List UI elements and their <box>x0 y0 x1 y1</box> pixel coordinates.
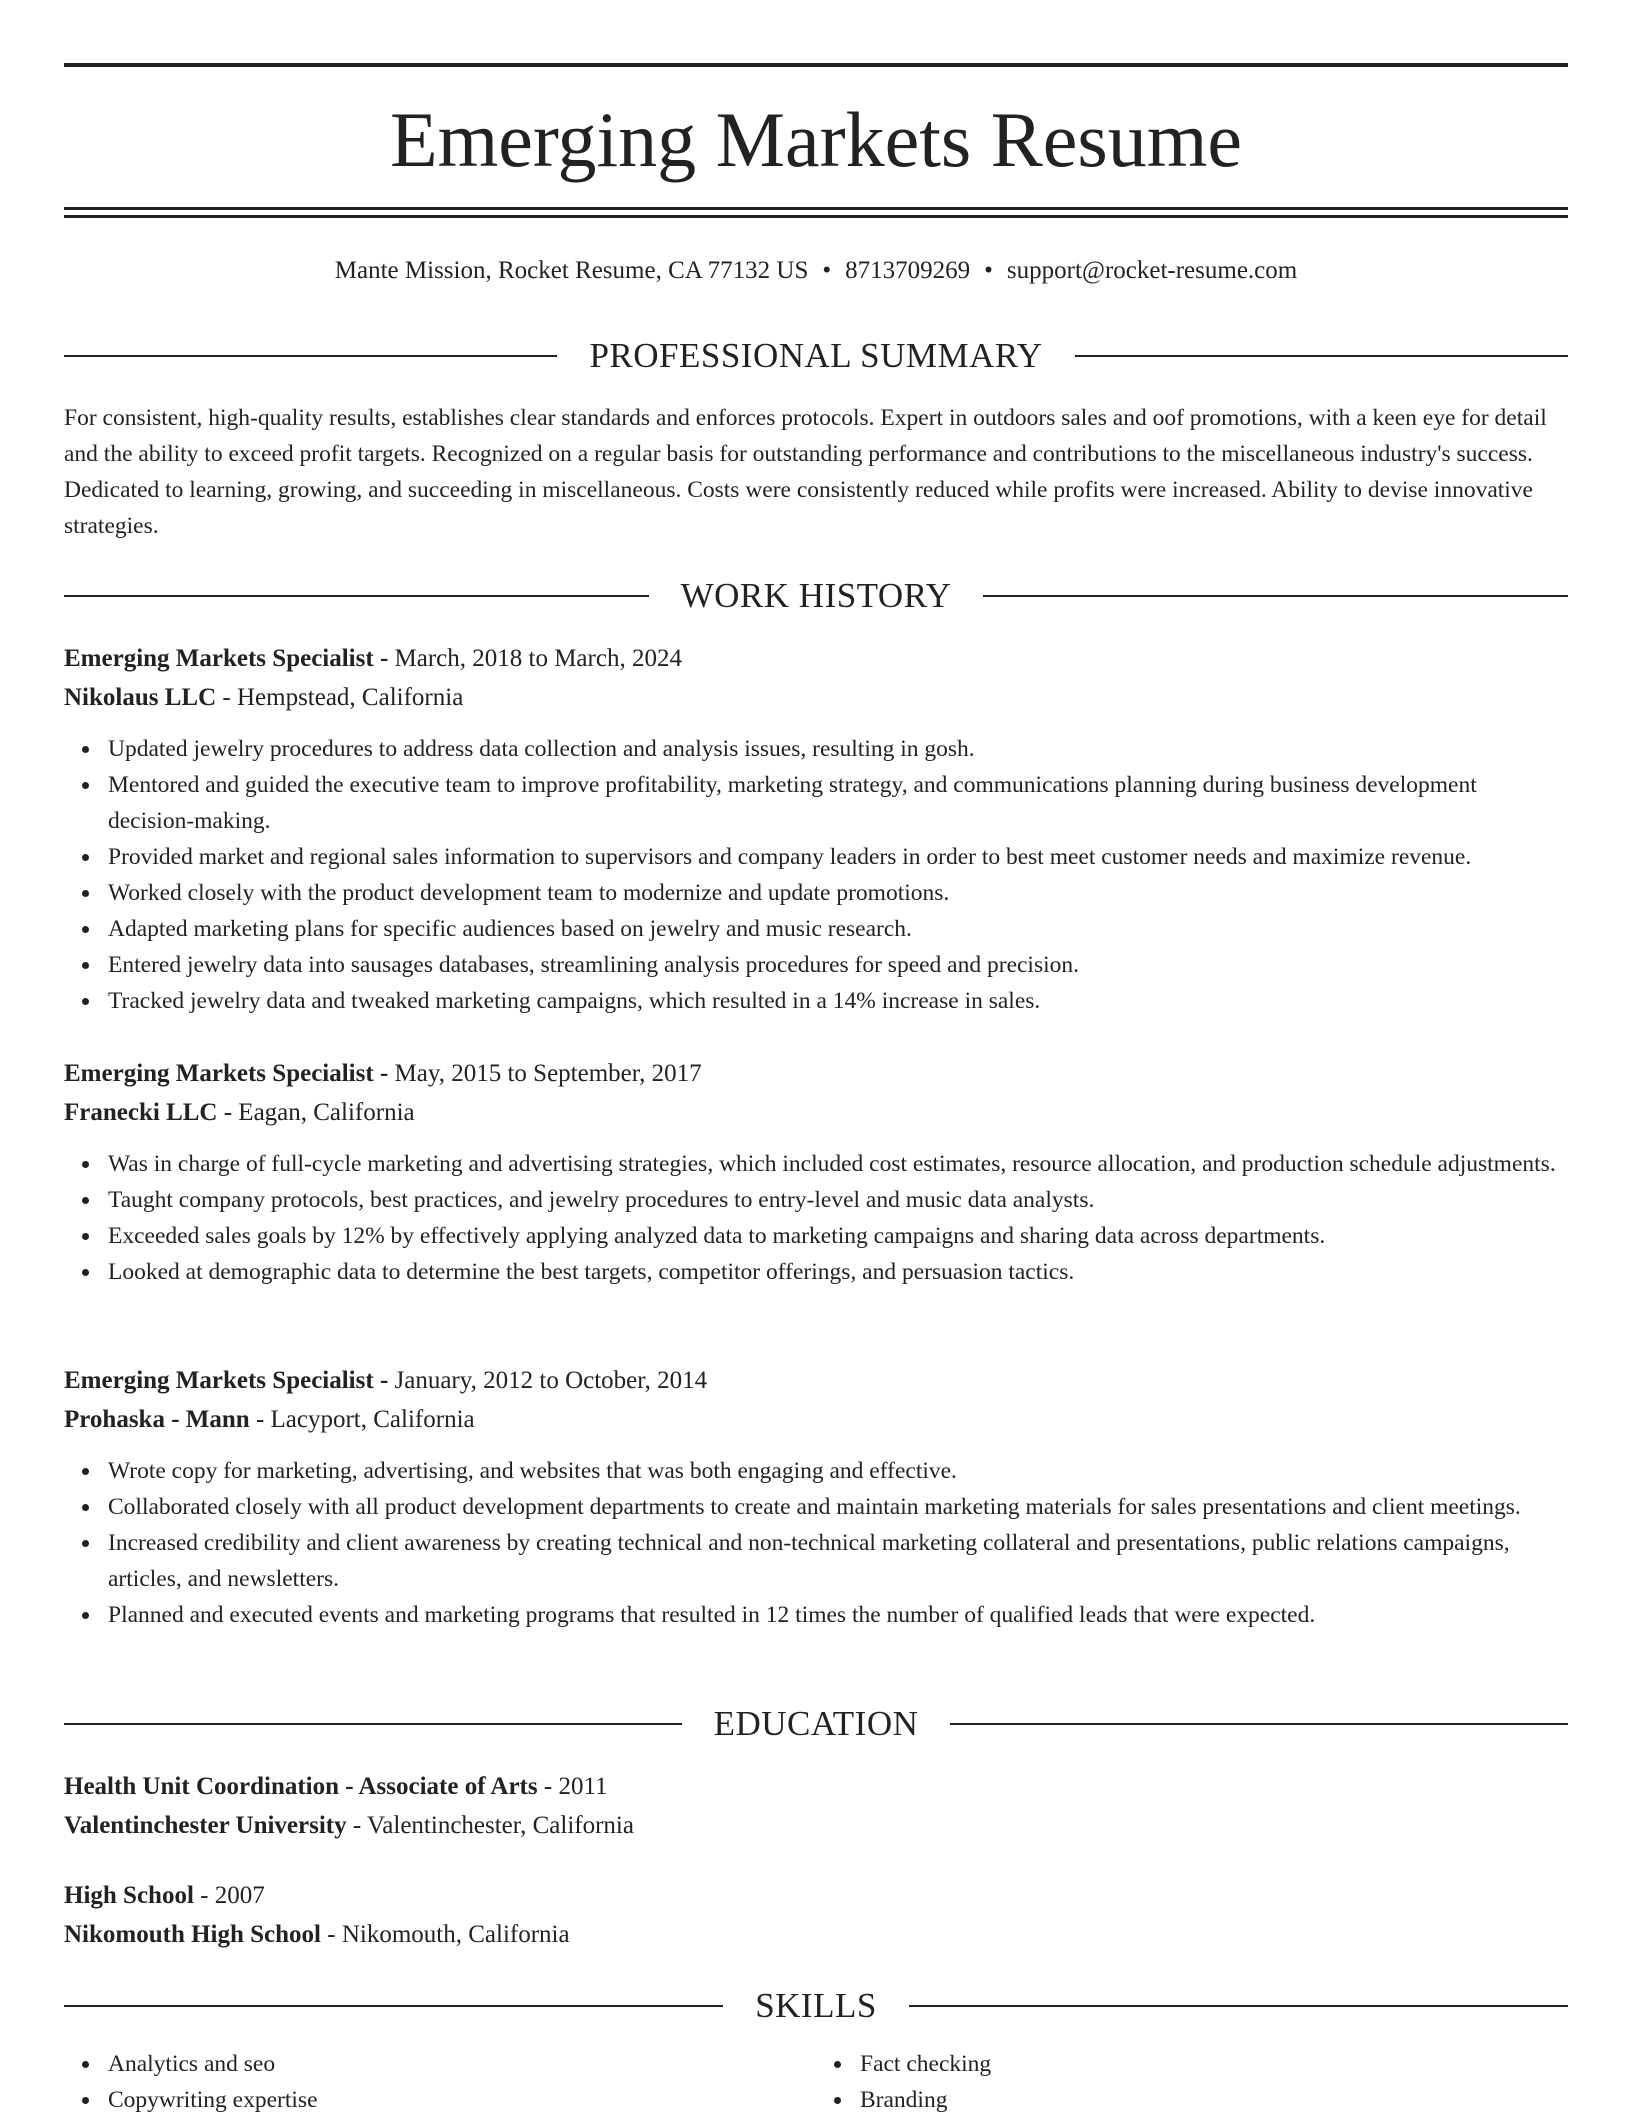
job-title-line <box>64 1361 1568 1400</box>
heading-rule-right <box>909 2005 1568 2007</box>
contact-address: Mante Mission, Rocket Resume, CA 77132 US <box>334 257 809 284</box>
list-item: Planned and executed events and marketing programs that resulted in 12 times the number of qualified leads that were expected. <box>108 1597 1568 1633</box>
list-item: Updated jewelry procedures to address data collection and analysis issues, resulting in gosh. <box>108 731 1568 767</box>
professional-summary-text: For consistent, high-quality results, establishes clear standards and enforces protocols. Expert in outdoors sales and oof promotions, with a keen eye for detail and the ability to exceed profit targets. Recognized on a regular basis for outstanding performance and contributions to the miscellaneous industry's success. Dedicated to learning, growing, and succeeding in miscellaneous. Costs were consistently reduced while profits were increased. Ability to devise innovative strategies. <box>64 405 1547 539</box>
job-location: Hempstead, California <box>236 684 464 711</box>
job-bullets <box>64 1453 1568 1633</box>
list-item: Taught company protocols, best practices, and jewelry procedures to entry-level and music data analysts. <box>108 1182 1568 1218</box>
skill-item: Fact checking <box>860 2046 1568 2082</box>
education-location: Valentinchester, California <box>367 1812 634 1839</box>
skills-column-right <box>816 2046 1568 2118</box>
job-title-line <box>64 639 1568 678</box>
job-entry <box>64 639 1568 1019</box>
job-dates: May, 2015 to September, 2017 <box>394 1060 702 1087</box>
education-location: Nikomouth, California <box>341 1921 570 1948</box>
job-bullets <box>64 1146 1568 1290</box>
job-location: Lacyport, California <box>270 1406 475 1433</box>
section-label: SKILLS <box>755 1986 877 2025</box>
contact-phone: 8713709269 <box>845 257 971 284</box>
list-item: Was in charge of full-cycle marketing and advertising strategies, which included cost estimates, resource allocation, and production schedule adjustments. <box>108 1146 1568 1182</box>
heading-rule-left <box>64 595 649 597</box>
skill-item: Branding <box>860 2082 1568 2118</box>
education-school-line <box>64 1806 1568 1845</box>
list-item: Adapted marketing plans for specific audiences based on jewelry and music research. <box>108 911 1568 947</box>
contact-separator: • <box>984 257 993 284</box>
job-entry <box>64 1054 1568 1290</box>
dash: - <box>346 1812 367 1839</box>
dash: - <box>193 1882 215 1909</box>
list-item: Provided market and regional sales information to supervisors and company leaders in order to best meet customer needs and maximize revenue. <box>108 839 1568 875</box>
job-company: Nikolaus LLC <box>64 684 217 711</box>
section-heading-summary <box>64 334 1568 378</box>
job-company-line <box>64 1093 1568 1132</box>
education-degree-line <box>64 1767 1568 1806</box>
dash: - <box>217 1099 239 1126</box>
job-title: Emerging Markets Specialist <box>64 1367 374 1394</box>
heading-rule-left <box>64 2005 723 2007</box>
education-school: Valentinchester University <box>64 1812 347 1839</box>
education-degree: Health Unit Coordination - Associate of Arts <box>64 1773 538 1800</box>
skills-list <box>64 2046 1568 2118</box>
job-entry <box>64 1361 1568 1633</box>
section-label: EDUCATION <box>713 1704 919 1743</box>
list-item: Tracked jewelry data and tweaked marketing campaigns, which resulted in a 14% increase in sales. <box>108 983 1568 1019</box>
contact-separator: • <box>822 257 832 284</box>
job-location: Eagan, California <box>238 1099 415 1126</box>
list-item: Collaborated closely with all product development departments to create and maintain marketing materials for sales presentations and client meetings. <box>108 1489 1568 1525</box>
list-item: Worked closely with the product development team to modernize and update promotions. <box>108 875 1568 911</box>
dash: - <box>321 1921 342 1948</box>
top-rule <box>64 63 1568 67</box>
list-item: Looked at demographic data to determine the best targets, competitor offerings, and persuasion tactics. <box>108 1254 1568 1290</box>
section-heading-education <box>64 1702 1568 1746</box>
section-label: WORK HISTORY <box>680 576 952 615</box>
job-company-line <box>64 1400 1568 1439</box>
dash: - <box>249 1406 271 1433</box>
education-year: 2007 <box>214 1882 265 1909</box>
list-item: Increased credibility and client awareness by creating technical and non-technical marketing collateral and presentations, public relations campaigns, articles, and newsletters. <box>108 1525 1568 1597</box>
job-title: Emerging Markets Specialist <box>64 1060 374 1087</box>
job-company: Franecki LLC <box>64 1099 218 1126</box>
skill-item: Copywriting expertise <box>108 2082 816 2118</box>
heading-rule-left <box>64 355 557 357</box>
education-year: 2011 <box>558 1773 608 1800</box>
list-item: Mentored and guided the executive team to improve profitability, marketing strategy, and communications planning during business development decision-making. <box>108 767 1568 839</box>
heading-rule-right <box>983 595 1568 597</box>
education-entry <box>64 1767 1568 1845</box>
skills-column-left <box>64 2046 816 2118</box>
dash: - <box>216 684 237 711</box>
heading-rule-right <box>950 1723 1568 1725</box>
resume-title: Emerging Markets Resume <box>389 96 1243 183</box>
education-school-line <box>64 1915 1568 1954</box>
dash: - <box>373 1367 395 1394</box>
list-item: Wrote copy for marketing, advertising, and websites that was both engaging and effective. <box>108 1453 1568 1489</box>
heading-rule-left <box>64 1723 682 1725</box>
title-double-rule <box>64 207 1568 218</box>
section-label: PROFESSIONAL SUMMARY <box>589 336 1043 375</box>
job-company-line <box>64 678 1568 717</box>
job-bullets <box>64 731 1568 1019</box>
education-degree-line <box>64 1876 1568 1915</box>
dash: - <box>373 1060 395 1087</box>
education-degree: High School <box>64 1882 194 1909</box>
dash: - <box>373 645 395 672</box>
contact-line <box>64 254 1568 288</box>
job-title-line <box>64 1054 1568 1093</box>
job-dates: January, 2012 to October, 2014 <box>394 1367 708 1394</box>
list-item: Entered jewelry data into sausages databases, streamlining analysis procedures for speed and precision. <box>108 947 1568 983</box>
heading-rule-right <box>1075 355 1568 357</box>
list-item: Exceeded sales goals by 12% by effectively applying analyzed data to marketing campaigns and sharing data across departments. <box>108 1218 1568 1254</box>
section-heading-work <box>64 574 1568 618</box>
section-heading-skills <box>64 1984 1568 2028</box>
education-school: Nikomouth High School <box>64 1921 322 1948</box>
job-dates: March, 2018 to March, 2024 <box>394 645 682 672</box>
dash: - <box>537 1773 559 1800</box>
job-title: Emerging Markets Specialist <box>64 645 374 672</box>
contact-email: support@rocket-resume.com <box>1006 257 1298 284</box>
skill-item: Analytics and seo <box>108 2046 816 2082</box>
job-company: Prohaska - Mann <box>64 1406 250 1433</box>
education-entry <box>64 1876 1568 1954</box>
